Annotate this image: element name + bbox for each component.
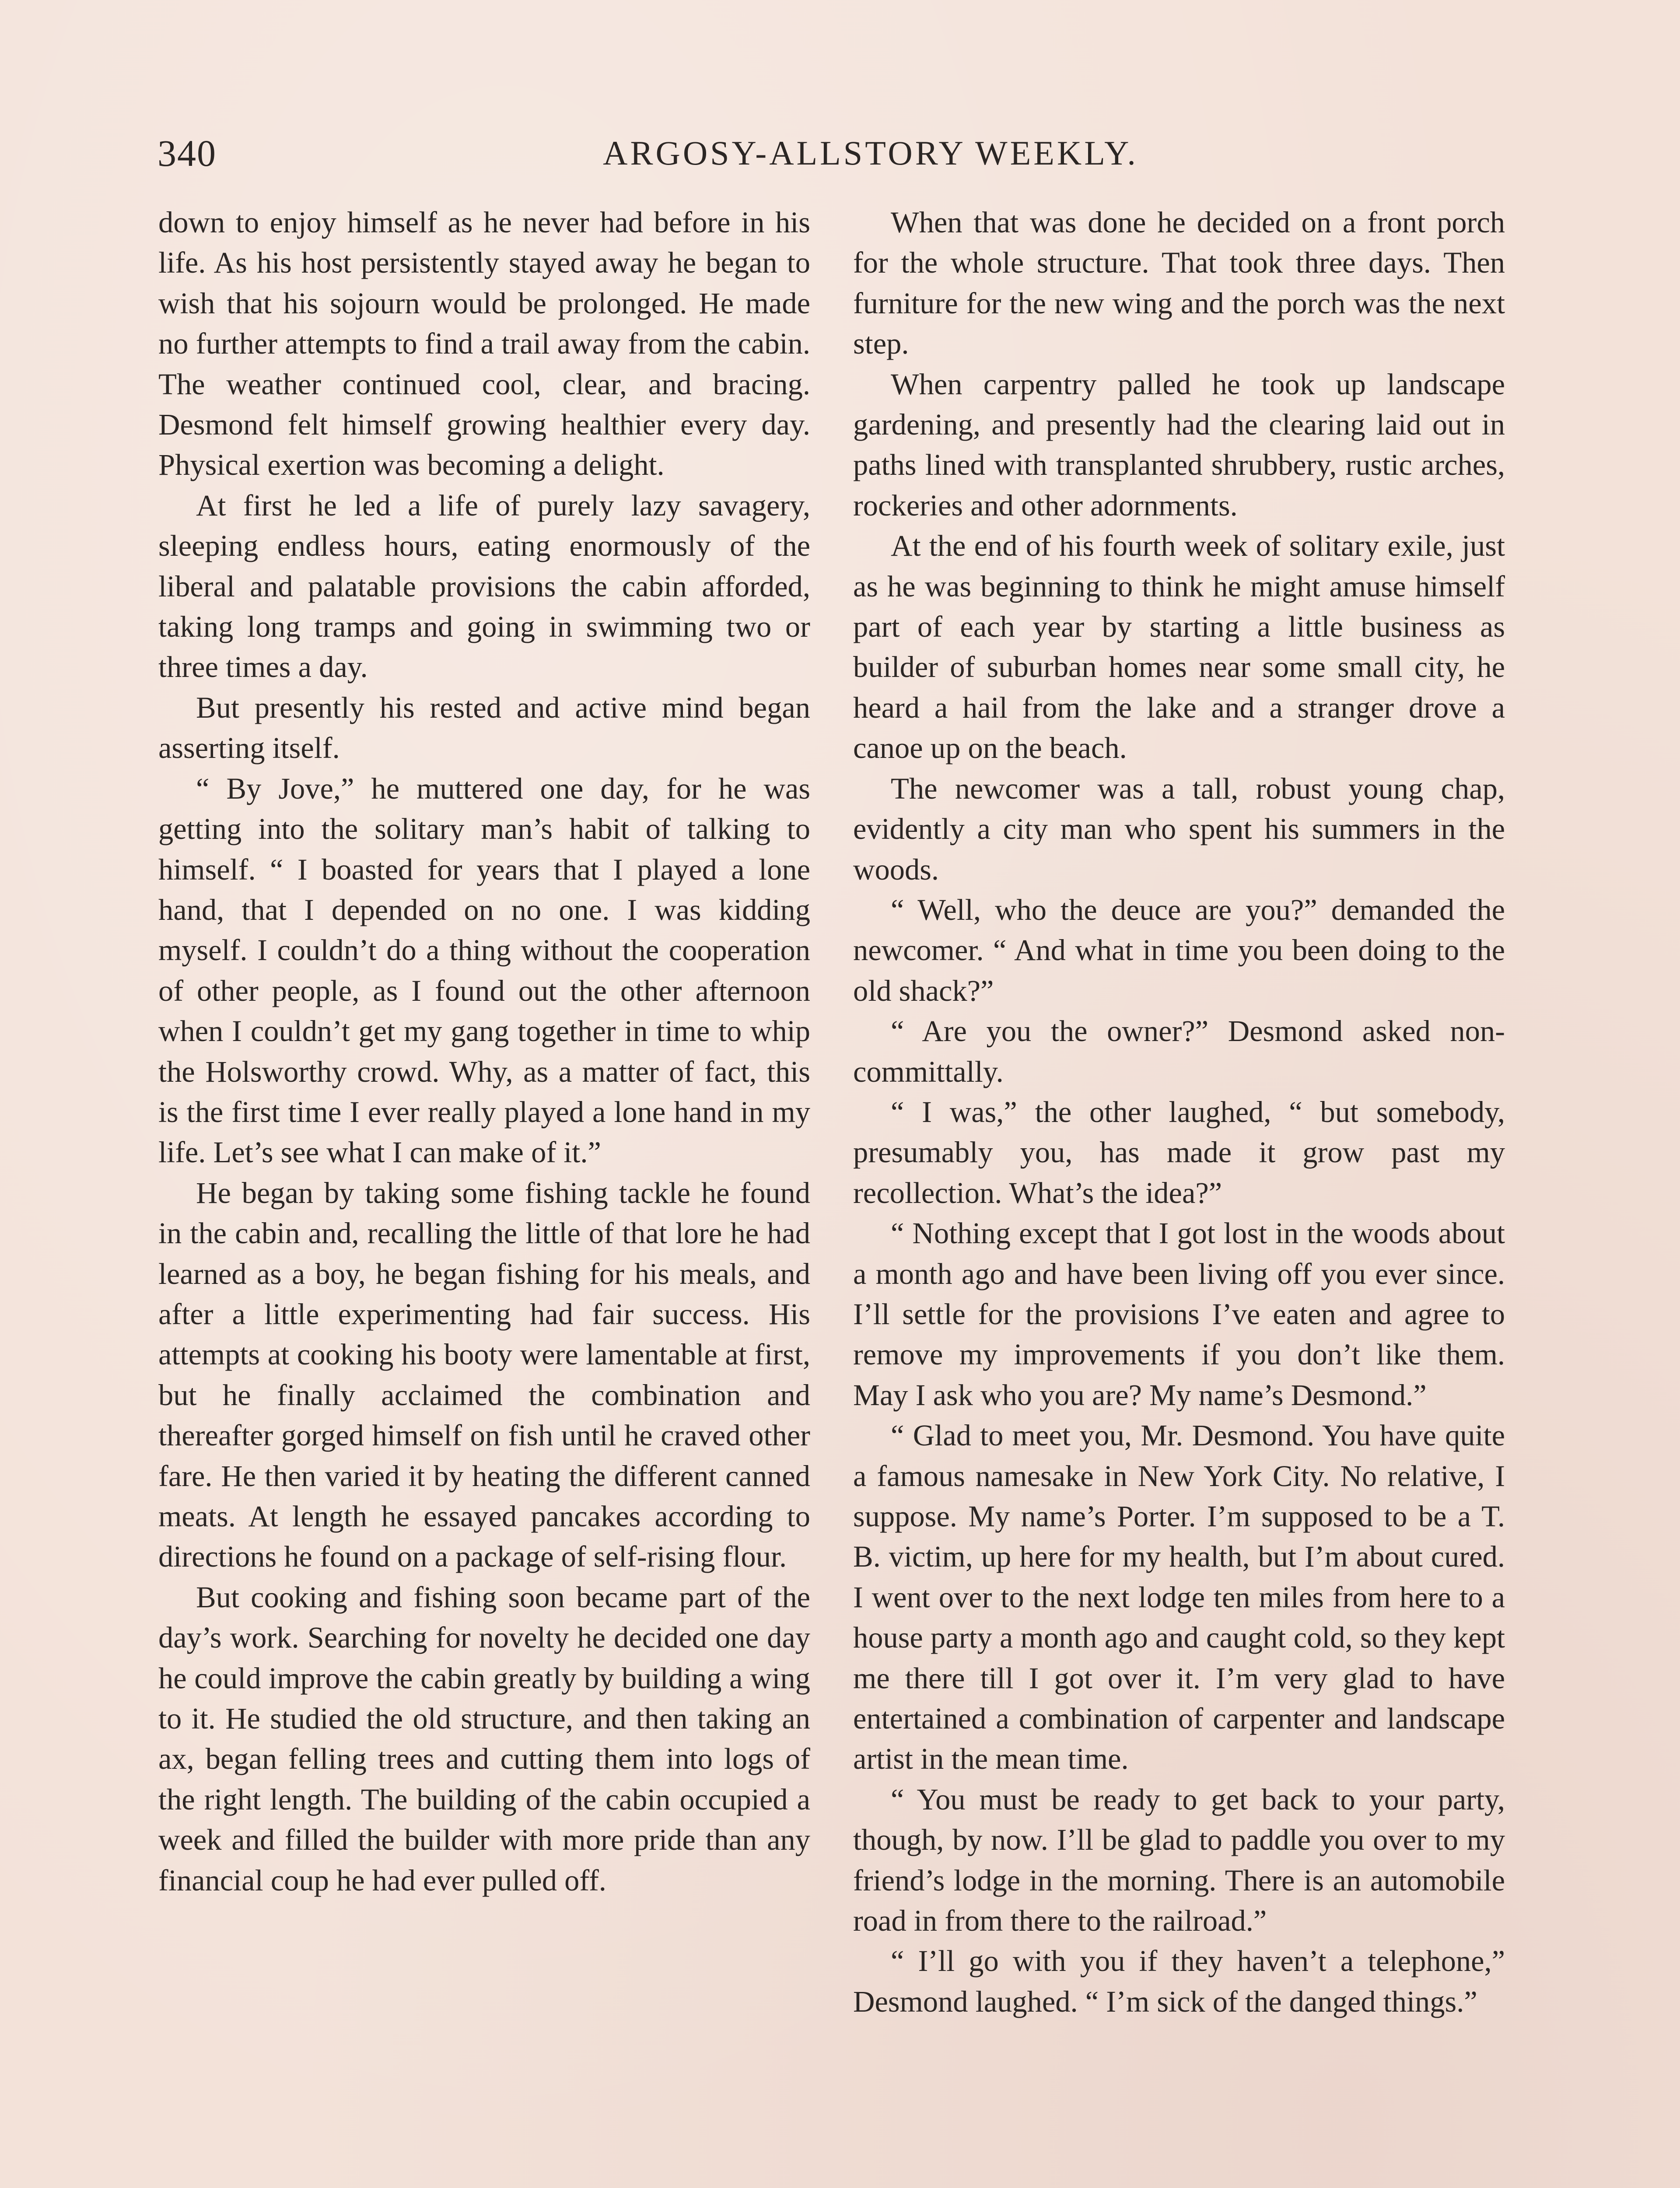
paragraph: But cooking and fishing soon became part of the day’s work. Searching for novelty he decided one day he could improve the cabin greatly by building a wing to it. He studied the old structure, and then taking an ax, began felling trees and cutting them into logs of the right length. The building of the cabin occupied a week and filled the builder with more pride than any financial coup he had ever pulled off. xyxy=(158,1580,810,1897)
page-header xyxy=(158,127,1522,179)
paragraph: “ Glad to meet you, Mr. Desmond. You have quite a famous namesake in New York City. No relative, I suppose. My name’s Porter. I’m supposed to be a T. B. victim, up here for my health, but I’m about cured. I went over to the next lodge ten miles from here to a house party a month ago and caught cold, so they kept me there till I got over it. I’m very glad to have entertained a combination of carpenter and landscape artist in the mean time. xyxy=(853,1419,1505,1776)
left-column xyxy=(158,202,810,1900)
paragraph: “ Nothing except that I got lost in the woods about a month ago and have been living off you ever since. I’ll settle for the provisions I’ve eaten and agree to remove my improvements if you don’t like them. May I ask who you are? My name’s Desmond.” xyxy=(853,1217,1505,1412)
paragraph: “ By Jove,” he muttered one day, for he was getting into the solitary man’s habit of talking to himself. “ I boasted for years that I played a lone hand, that I depended on no one. I was kidding myself. I couldn’t do a thing without the cooperation of other people, as I found out the other afternoon when I couldn’t get my gang together in time to whip the Holsworthy crowd. Why, as a matter of fact, this is the first time I ever really played a lone hand in my life. Let’s see what I can make of it.” xyxy=(158,771,810,1169)
paragraph: The newcomer was a tall, robust young chap, evidently a city man who spent his summers in the woods. xyxy=(853,771,1505,886)
paragraph: When that was done he decided on a front porch for the whole structure. That took three days. Then furniture for the new wing and the porch was the next step. xyxy=(853,206,1505,361)
paragraph: “ I was,” the other laughed, “ but somebody, presumably you, has made it grow past my recollection. What’s the idea?” xyxy=(853,1095,1505,1210)
paragraph: He began by taking some fishing tackle he found in the cabin and, recalling the little of that lore he had learned as a boy, he began fishing for his meals, and after a little experimenting had fair success. His attempts at cooking his booty were lamentable at first, but he finally acclaimed the combination and thereafter gorged himself on fish until he craved other fare. He then varied it by heating the different canned meats. At length he essayed pancakes according to directions he found on a package of self-rising flour. xyxy=(158,1176,810,1574)
paragraph: “ Well, who the deuce are you?” demanded the newcomer. “ And what in time you been doing to the old shack?” xyxy=(853,893,1505,1007)
page-number: 340 xyxy=(158,132,217,174)
paragraph: At the end of his fourth week of solitary exile, just as he was beginning to think he might amuse himself part of each year by starting a little business as builder of suburban homes near some small city, he heard a hail from the lake and a stranger drove a canoe up on the beach. xyxy=(853,529,1505,765)
paragraph: When carpentry palled he took up landscape gardening, and presently had the clearing laid out in paths lined with transplanted shrubbery, rustic arches, rockeries and other adornments. xyxy=(853,367,1505,522)
paragraph: down to enjoy himself as he never had before in his life. As his host persistently stayed away he began to wish that his sojourn would be prolonged. He made no further attempts to find a trail away from the cabin. The weather continued cool, clear, and bracing. Desmond felt himself growing healthier every day. Physical exertion was becoming a delight. xyxy=(158,206,810,482)
paragraph: At first he led a life of purely lazy savagery, sleeping endless hours, eating enormously of the liberal and palatable provisions the cabin afforded, taking long tramps and going in swimming two or three times a day. xyxy=(158,488,810,684)
running-head: ARGOSY-ALLSTORY WEEKLY. xyxy=(603,134,1138,172)
paragraph: “ You must be ready to get back to your party, though, by now. I’ll be glad to paddle you over to my friend’s lodge in the morning. There is an automobile road in from there to the railroad.” xyxy=(853,1782,1505,1938)
right-column xyxy=(853,202,1505,2022)
paragraph: “ Are you the owner?” Desmond asked non-committally. xyxy=(853,1014,1505,1088)
paragraph: But presently his rested and active mind began asserting itself. xyxy=(158,691,810,765)
paragraph: “ I’ll go with you if they haven’t a telephone,” Desmond laughed. “ I’m sick of the danged things.” xyxy=(853,1944,1505,2018)
